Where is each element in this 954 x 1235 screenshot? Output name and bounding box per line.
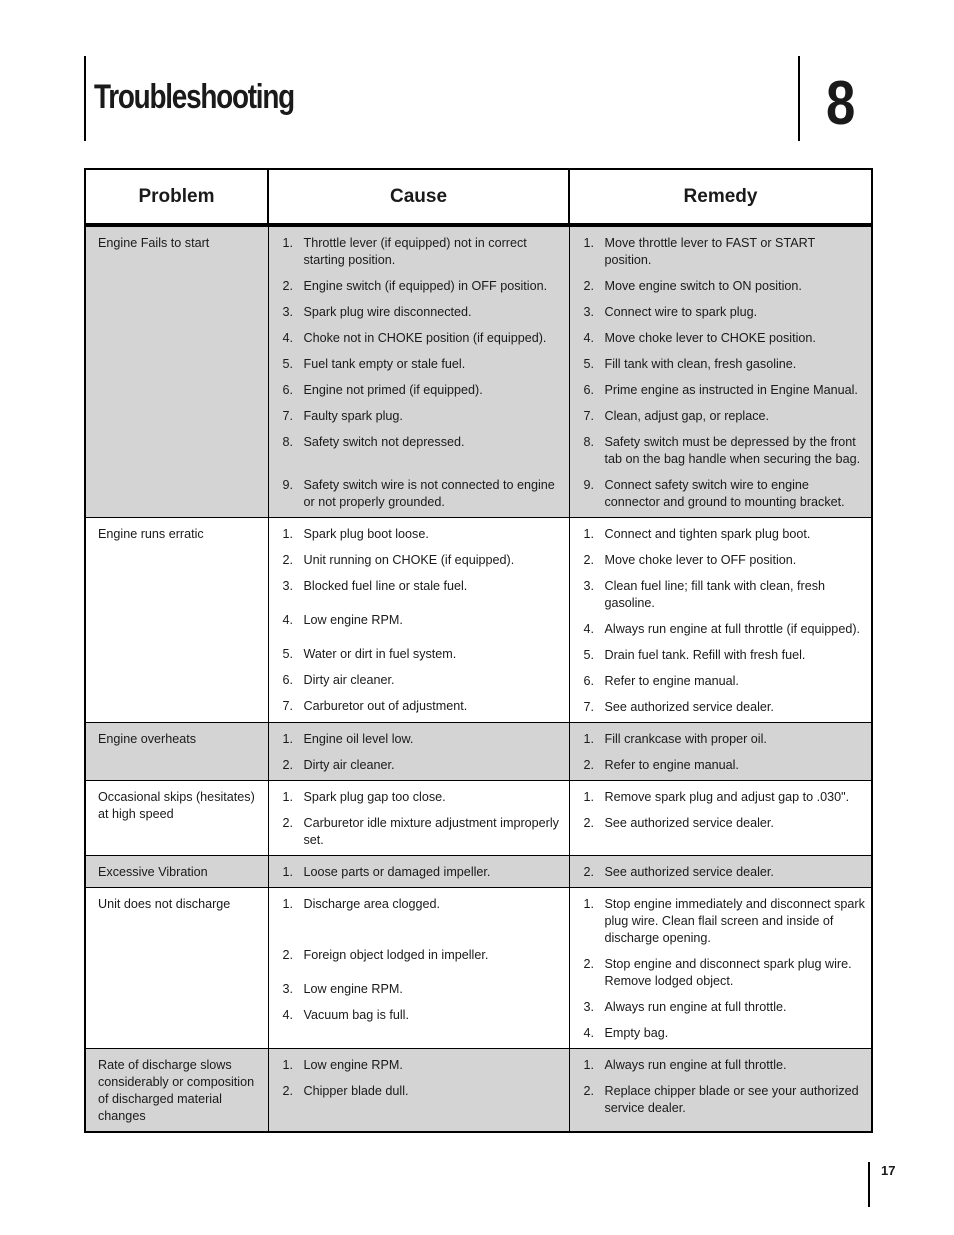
cause-item [281,698,563,715]
cause-cell [268,888,569,1049]
cause-item-number: 2. [282,948,294,962]
cause-item [281,434,563,451]
cause-item [281,1083,563,1100]
problem-cell: Excessive Vibration [85,856,268,888]
remedy-item-number: 1. [583,1058,595,1072]
page-number: 17 [881,1163,896,1178]
remedy-item [582,434,866,468]
problem-cell: Engine overheats [85,723,268,781]
cause-item [281,235,563,269]
remedy-list [582,235,866,511]
cause-item-number: 1. [282,897,294,911]
cause-item [281,382,563,399]
remedy-item [582,552,866,569]
remedy-item-text: See authorized service dealer. [604,700,774,714]
cause-item [281,356,563,373]
cause-item-number: 2. [282,758,294,772]
remedy-item-number: 2. [583,957,595,971]
remedy-item [582,526,866,543]
cause-item-number: 6. [282,383,294,397]
remedy-item-text: Fill crankcase with proper oil. [604,732,767,746]
footer-rule [868,1162,870,1207]
table-row [85,1049,872,1133]
remedy-cell [569,781,872,856]
remedy-item-text: Connect wire to spark plug. [604,305,758,319]
cause-item [281,330,563,347]
remedy-item [582,330,866,347]
cause-list [281,896,563,1024]
remedy-item-number: 3. [583,579,595,593]
cause-item-text: Chipper blade dull. [303,1084,409,1098]
remedy-item-text: Refer to engine manual. [604,674,739,688]
cause-item-text: Carburetor idle mixture adjustment improperly set. [303,816,559,847]
cause-item-number: 1. [282,865,294,879]
chapter-number: 8 [826,69,856,138]
cause-list [281,789,563,849]
remedy-cell [569,226,872,518]
remedy-item-number: 8. [583,435,595,449]
cause-item [281,552,563,569]
cause-item [281,612,563,629]
remedy-item [582,621,866,638]
remedy-item-text: Move engine switch to ON position. [604,279,802,293]
remedy-item-text: Stop engine immediately and disconnect spark plug wire. Clean flail screen and inside of discharge opening. [604,897,865,945]
remedy-item [582,477,866,511]
remedy-item [582,647,866,664]
cause-item-text: Choke not in CHOKE position (if equipped). [303,331,547,345]
header-remedy: Remedy [569,169,872,224]
cause-item-number: 4. [282,613,294,627]
cause-item [281,408,563,425]
remedy-item-number: 2. [583,1084,595,1098]
cause-list [281,526,563,715]
remedy-item [582,356,866,373]
cause-item-text: Dirty air cleaner. [303,673,395,687]
cause-cell [268,723,569,781]
cause-item-number: 4. [282,331,294,345]
cause-item-text: Spark plug gap too close. [303,790,446,804]
remedy-item [582,956,866,990]
cause-item-text: Spark plug boot loose. [303,527,429,541]
cause-item-number: 7. [282,409,294,423]
cause-item [281,1007,563,1024]
cause-item-text: Dirty air cleaner. [303,758,395,772]
cause-item [281,864,563,881]
troubleshooting-table [84,168,873,1133]
remedy-item-text: Always run engine at full throttle. [604,1000,787,1014]
cause-item-number: 6. [282,673,294,687]
remedy-item [582,673,866,690]
remedy-item-text: Always run engine at full throttle (if equipped). [604,622,861,636]
remedy-cell [569,1049,872,1133]
cause-item-text: Engine oil level low. [303,732,414,746]
cause-item [281,672,563,689]
cause-item [281,278,563,295]
remedy-item [582,731,866,748]
cause-item-number: 3. [282,982,294,996]
cause-item [281,477,563,511]
cause-item [281,731,563,748]
remedy-item-text: See authorized service dealer. [604,816,774,830]
remedy-item [582,699,866,716]
remedy-item-text: Always run engine at full throttle. [604,1058,787,1072]
remedy-item-text: Fill tank with clean, fresh gasoline. [604,357,797,371]
remedy-item-text: Move throttle lever to FAST or START position. [604,236,815,267]
cause-item-number: 8. [282,435,294,449]
remedy-item-number: 5. [583,648,595,662]
cause-item-number: 5. [282,357,294,371]
remedy-item-text: Refer to engine manual. [604,758,739,772]
cause-item-number: 2. [282,1084,294,1098]
remedy-item-number: 2. [583,816,595,830]
cause-item-text: Foreign object lodged in impeller. [303,948,489,962]
remedy-item-number: 3. [583,1000,595,1014]
cause-item [281,1057,563,1074]
cause-item-number: 5. [282,647,294,661]
cause-cell [268,856,569,888]
remedy-item-number: 4. [583,331,595,345]
cause-item [281,981,563,998]
cause-item-text: Spark plug wire disconnected. [303,305,472,319]
remedy-item-number: 7. [583,409,595,423]
header-problem: Problem [85,169,268,224]
remedy-item [582,815,866,832]
remedy-item-number: 3. [583,305,595,319]
remedy-list [582,731,866,774]
cause-item-number: 1. [282,732,294,746]
cause-item-text: Water or dirt in fuel system. [303,647,457,661]
remedy-item-text: Empty bag. [604,1026,669,1040]
cause-item-number: 9. [282,478,294,492]
remedy-item [582,1057,866,1074]
remedy-item-number: 5. [583,357,595,371]
cause-item-text: Low engine RPM. [303,613,403,627]
table-row [85,723,872,781]
cause-item-number: 7. [282,699,294,713]
cause-item-text: Low engine RPM. [303,1058,403,1072]
remedy-item-text: Connect safety switch wire to engine connector and ground to mounting bracket. [604,478,845,509]
cause-item [281,578,563,595]
remedy-item-text: Safety switch must be depressed by the front tab on the bag handle when securing the bag. [604,435,861,466]
cause-item-text: Fuel tank empty or stale fuel. [303,357,466,371]
remedy-item [582,1025,866,1042]
remedy-list [582,526,866,716]
remedy-item [582,999,866,1016]
remedy-item [582,1083,866,1117]
remedy-cell [569,518,872,723]
cause-list [281,1057,563,1100]
cause-cell [268,226,569,518]
remedy-item [582,408,866,425]
cause-cell [268,781,569,856]
problem-cell: Rate of discharge slows considerably or composition of discharged material changes [85,1049,268,1133]
cause-item [281,789,563,806]
table-body [85,226,872,1133]
cause-item-text: Safety switch not depressed. [303,435,465,449]
cause-item-text: Blocked fuel line or stale fuel. [303,579,468,593]
problem-cell: Engine Fails to start [85,226,268,518]
remedy-item-text: Clean, adjust gap, or replace. [604,409,770,423]
cause-item-number: 1. [282,790,294,804]
remedy-cell [569,723,872,781]
cause-item-text: Loose parts or damaged impeller. [303,865,491,879]
cause-list [281,864,563,881]
page-title: Troubleshooting [94,78,294,116]
remedy-item-text: Remove spark plug and adjust gap to .030". [604,790,850,804]
remedy-cell [569,856,872,888]
cause-item-text: Engine switch (if equipped) in OFF position. [303,279,548,293]
cause-item-text: Safety switch wire is not connected to engine or not properly grounded. [303,478,555,509]
remedy-item-number: 1. [583,790,595,804]
remedy-item-number: 1. [583,527,595,541]
remedy-list [582,864,866,881]
cause-item-number: 1. [282,236,294,250]
cause-item [281,947,563,964]
remedy-item-number: 2. [583,553,595,567]
cause-item-text: Carburetor out of adjustment. [303,699,468,713]
chapter-rule [798,56,800,141]
cause-item-number: 3. [282,305,294,319]
table-row [85,226,872,518]
cause-item-text: Engine not primed (if equipped). [303,383,483,397]
table-row [85,781,872,856]
remedy-item [582,896,866,947]
cause-item-text: Discharge area clogged. [303,897,441,911]
header-cause: Cause [268,169,569,224]
remedy-item [582,757,866,774]
cause-item-number: 3. [282,579,294,593]
remedy-item-number: 9. [583,478,595,492]
remedy-item-number: 1. [583,897,595,911]
remedy-item-number: 2. [583,865,595,879]
cause-cell [268,1049,569,1133]
cause-list [281,235,563,511]
remedy-item-text: Move choke lever to CHOKE position. [604,331,816,345]
cause-item-number: 4. [282,1008,294,1022]
problem-cell: Engine runs erratic [85,518,268,723]
cause-item-text: Unit running on CHOKE (if equipped). [303,553,515,567]
cause-item-text: Vacuum bag is full. [303,1008,409,1022]
cause-item-number: 2. [282,816,294,830]
cause-item [281,304,563,321]
remedy-item-number: 2. [583,758,595,772]
table-header-row [85,169,872,224]
cause-item-number: 1. [282,1058,294,1072]
remedy-item [582,278,866,295]
remedy-item-text: Clean fuel line; fill tank with clean, fresh gasoline. [604,579,826,610]
table-row [85,888,872,1049]
remedy-item [582,864,866,881]
cause-item-number: 2. [282,279,294,293]
cause-cell [268,518,569,723]
remedy-item [582,382,866,399]
remedy-item [582,304,866,321]
remedy-item-number: 2. [583,279,595,293]
remedy-item-text: See authorized service dealer. [604,865,774,879]
remedy-item-number: 1. [583,236,595,250]
cause-item [281,815,563,849]
remedy-item-number: 6. [583,383,595,397]
cause-item [281,526,563,543]
remedy-item-number: 6. [583,674,595,688]
remedy-item-text: Connect and tighten spark plug boot. [604,527,811,541]
problem-cell: Unit does not discharge [85,888,268,1049]
remedy-list [582,789,866,832]
remedy-item-number: 4. [583,1026,595,1040]
remedy-item-number: 4. [583,622,595,636]
remedy-item-text: Drain fuel tank. Refill with fresh fuel. [604,648,806,662]
cause-item-text: Faulty spark plug. [303,409,403,423]
remedy-list [582,896,866,1042]
remedy-list [582,1057,866,1117]
cause-item-text: Low engine RPM. [303,982,403,996]
cause-item-number: 2. [282,553,294,567]
table-row [85,518,872,723]
cause-item [281,757,563,774]
remedy-item-text: Stop engine and disconnect spark plug wire. Remove lodged object. [604,957,852,988]
cause-item [281,646,563,663]
title-rule-left [84,56,86,141]
cause-item-number: 1. [282,527,294,541]
remedy-item-number: 7. [583,700,595,714]
remedy-item [582,578,866,612]
remedy-item-number: 1. [583,732,595,746]
cause-item-text: Throttle lever (if equipped) not in correct starting position. [303,236,527,267]
cause-item [281,896,563,913]
remedy-item-text: Prime engine as instructed in Engine Manual. [604,383,858,397]
remedy-item [582,235,866,269]
remedy-item-text: Replace chipper blade or see your authorized service dealer. [604,1084,859,1115]
remedy-cell [569,888,872,1049]
remedy-item-text: Move choke lever to OFF position. [604,553,797,567]
problem-cell: Occasional skips (hesitates) at high speed [85,781,268,856]
cause-list [281,731,563,774]
remedy-item [582,789,866,806]
table-row [85,856,872,888]
